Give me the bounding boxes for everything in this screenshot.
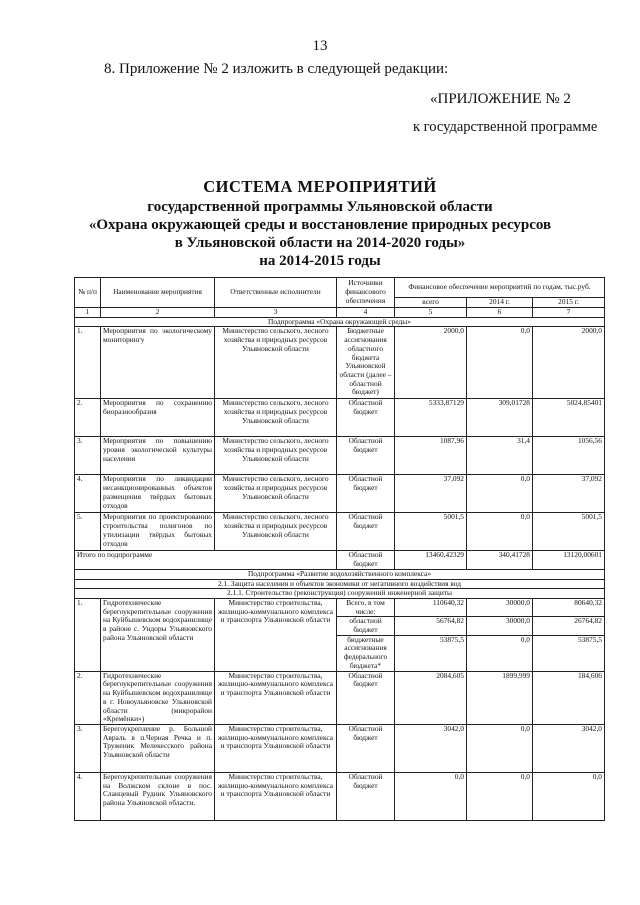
row-2014: 0,0 (467, 772, 533, 820)
col-number: 5 (395, 308, 467, 318)
row-2015: 0,0 (533, 772, 605, 820)
table-row (75, 399, 605, 437)
row-num: 2. (75, 399, 101, 437)
row-total: 110640,32 (395, 598, 467, 616)
heading-line-4: в Ульяновской области на 2014-2020 годы» (174, 235, 466, 251)
row-2015: 3042,0 (533, 724, 605, 772)
row-total: 1087,96 (395, 437, 467, 475)
row-exec: Министерство строительства, жилищно-коммунального комплекса и транспорта Ульяновской области (215, 724, 337, 772)
row-2014: 0,0 (467, 635, 533, 671)
col-number: 3 (215, 308, 337, 318)
row-src: Областной бюджет (337, 671, 395, 724)
row-src: Бюджетные ассигнования областного бюджета Ульяновской области (далее – областной бюджет) (337, 327, 395, 399)
table-row (75, 598, 605, 616)
row-total: 2000,0 (395, 327, 467, 399)
row-2014: 0,0 (467, 327, 533, 399)
header-2015: 2015 г. (533, 298, 605, 308)
col-number: 7 (533, 308, 605, 318)
row-num: 4. (75, 475, 101, 513)
row-src: Областной бюджет (337, 399, 395, 437)
row-total: 0,0 (395, 772, 467, 820)
intro-text: 8. Приложение № 2 изложить в следующей редакции: (104, 61, 449, 77)
header-exec: Ответственные исполнители (215, 278, 337, 308)
row-num: 3. (75, 724, 101, 772)
appendix-subtitle: к государственной программе (413, 119, 598, 135)
row-total: 5001,5 (395, 513, 467, 551)
col-number: 4 (337, 308, 395, 318)
row-total: 56764,82 (395, 617, 467, 635)
row-total: 3042,0 (395, 724, 467, 772)
subprogram-title: Подпрограмма «Развитие водохозяйственного комплекса» (75, 569, 605, 579)
header-name: Наименование мероприятия (101, 278, 215, 308)
row-2015: 5001,5 (533, 513, 605, 551)
row-2015: 5024,85401 (533, 399, 605, 437)
heading-line-2: государственной программы Ульяновской области (147, 199, 493, 215)
row-2015: 37,092 (533, 475, 605, 513)
row-2014: 30000,0 (467, 598, 533, 616)
row-name: Мероприятия по проектированию строительства полигонов по утилизации твёрдых бытовых отходов (101, 513, 215, 551)
row-src: областной бюджет (337, 617, 395, 635)
col-number: 6 (467, 308, 533, 318)
row-src: Областной бюджет (337, 772, 395, 820)
document-heading (0, 178, 640, 270)
row-num: 1. (75, 327, 101, 399)
appendix-title: «ПРИЛОЖЕНИЕ № 2 (430, 91, 571, 107)
row-name: Мероприятия по сохранению биоразнообразия (101, 399, 215, 437)
row-exec: Министерство сельского, лесного хозяйства и природных ресурсов Ульяновской области (215, 399, 337, 437)
row-total: 2084,605 (395, 671, 467, 724)
row-name: Мероприятия по повышению уровня экологической культуры населения (101, 437, 215, 475)
row-src: Всего, в том числе: (337, 598, 395, 616)
header-2014: 2014 г. (467, 298, 533, 308)
header-financing: Финансовое обеспечение мероприятий по годам, тыс.руб. (395, 278, 605, 298)
row-src: Областной бюджет (337, 724, 395, 772)
row-name: Мероприятия по ликвидации несанкционированных объектов размещения твёрдых бытовых отходов (101, 475, 215, 513)
row-num: 1. (75, 598, 101, 671)
row-2014: 1899,999 (467, 671, 533, 724)
row-num: 5. (75, 513, 101, 551)
row-exec: Министерство строительства, жилищно-коммунального комплекса и транспорта Ульяновской области (215, 598, 337, 671)
row-name: Мероприятия по экологическому мониторингу (101, 327, 215, 399)
header-src: Источники финансового обеспечения (337, 278, 395, 308)
row-src: Областной бюджет (337, 475, 395, 513)
events-table (74, 277, 605, 821)
table-row (75, 327, 605, 399)
row-num: 4. (75, 772, 101, 820)
subsection-title: 2.1.1. Строительство (реконструкция) сооружений инженерной защиты (75, 589, 605, 599)
row-exec: Министерство сельского, лесного хозяйства и природных ресурсов Ульяновской области (215, 437, 337, 475)
row-exec: Министерство сельского, лесного хозяйства и природных ресурсов Ульяновской области (215, 475, 337, 513)
row-2014: 31,4 (467, 437, 533, 475)
row-exec: Министерство строительства, жилищно-коммунального комплекса и транспорта Ульяновской области (215, 772, 337, 820)
row-2015: 26764,82 (533, 617, 605, 635)
row-2015: 1056,56 (533, 437, 605, 475)
table-row (75, 772, 605, 820)
col-number: 2 (101, 308, 215, 318)
row-2015: 2000,0 (533, 327, 605, 399)
row-2014: 0,0 (467, 724, 533, 772)
heading-line-3: «Охрана окружающей среды и восстановление природных ресурсов (88, 217, 552, 233)
subprogram-total-row (75, 551, 605, 569)
row-2015: 184,606 (533, 671, 605, 724)
table-row (75, 437, 605, 475)
row-2014: 30000,0 (467, 617, 533, 635)
row-2014: 309,01728 (467, 399, 533, 437)
heading-line-1: СИСТЕМА МЕРОПРИЯТИЙ (203, 177, 437, 196)
row-2015: 53875,5 (533, 635, 605, 671)
table-row (75, 671, 605, 724)
row-name: Гидротехнические берегоукрепительные сооружения на Куйбышевском водохранилище в районе с. Ундоры Ульяновского района Ульяновской области (101, 598, 215, 671)
subprogram-title: Подпрограмма «Охрана окружающей среды» (75, 317, 605, 327)
table-row (75, 475, 605, 513)
row-src: Областной бюджет (337, 437, 395, 475)
total-2015: 13120,00601 (533, 551, 605, 569)
row-total: 5333,87129 (395, 399, 467, 437)
row-exec: Министерство строительства, жилищно-коммунального комплекса и транспорта Ульяновской области (215, 671, 337, 724)
table-row (75, 513, 605, 551)
total-src: Областной бюджет (337, 551, 395, 569)
total-2014: 340,41728 (467, 551, 533, 569)
row-src: Областной бюджет (337, 513, 395, 551)
total-total: 13460,42329 (395, 551, 467, 569)
row-num: 2. (75, 671, 101, 724)
row-total: 53875,5 (395, 635, 467, 671)
header-num: № п/п (75, 278, 101, 308)
header-total: всего (395, 298, 467, 308)
row-name: Берегоукрепительные сооружения на Волжском склоне в пос. Сланцевый Рудник Ульяновского района Ульяновской области. (101, 772, 215, 820)
row-2014: 0,0 (467, 475, 533, 513)
row-2015: 80640,32 (533, 598, 605, 616)
page-number: 13 (312, 38, 328, 54)
row-name: Берегоукрепление р. Большой Авраль в п.Черная Речка и п. Труженик Мелекесского района Ульяновской области (101, 724, 215, 772)
section-title: 2.1. Защита населения и объектов экономики от негативного воздействия вод (75, 579, 605, 589)
row-name: Гидротехнические берегоукрепительные сооружения на Куйбышевском водохранилище в г. Новоульяновске Ульяновской области (микрорайон «Кремёнки») (101, 671, 215, 724)
row-total: 37,092 (395, 475, 467, 513)
row-num: 3. (75, 437, 101, 475)
row-exec: Министерство сельского, лесного хозяйства и природных ресурсов Ульяновской области (215, 513, 337, 551)
row-exec: Министерство сельского, лесного хозяйства и природных ресурсов Ульяновской области (215, 327, 337, 399)
col-number: 1 (75, 308, 101, 318)
row-2014: 0,0 (467, 513, 533, 551)
total-label: Итого по подпрограмме (75, 551, 337, 569)
table-row (75, 724, 605, 772)
row-src: бюджетные ассигнования федерального бюджета* (337, 635, 395, 671)
heading-line-5: на 2014-2015 годы (259, 253, 381, 269)
